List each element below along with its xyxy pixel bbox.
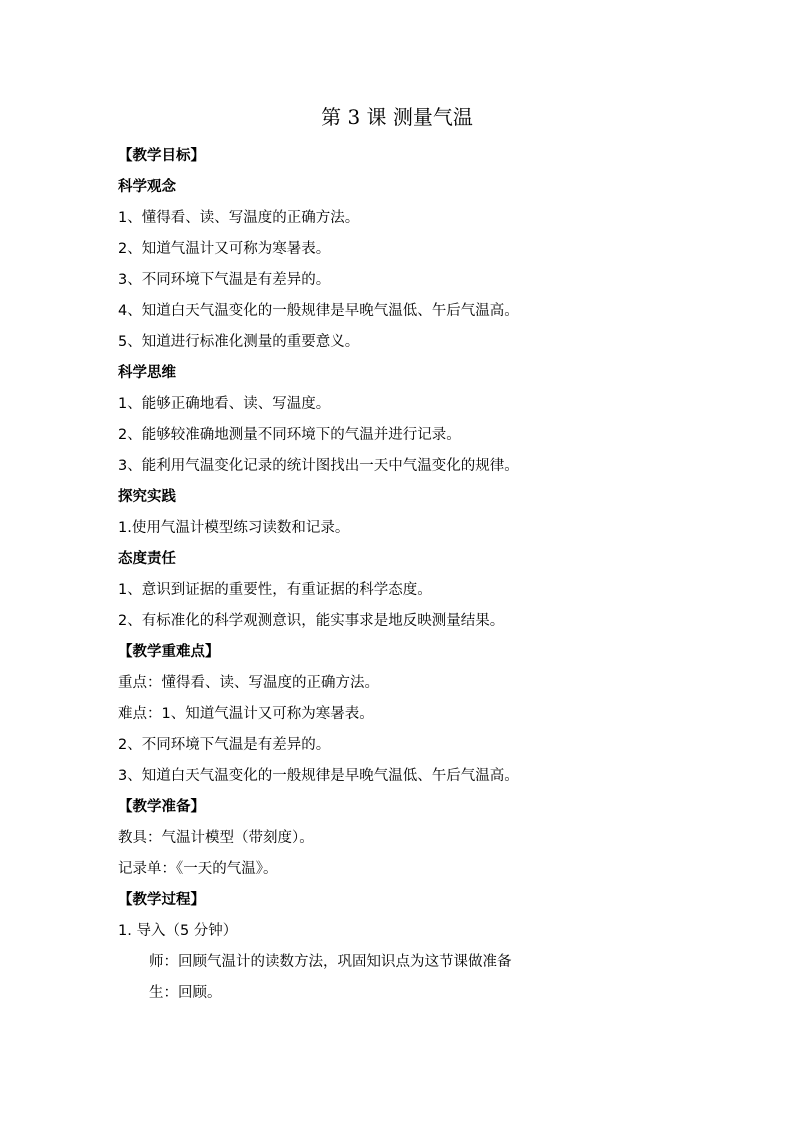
text-line: 3、不同环境下气温是有差异的。 [118, 272, 331, 288]
lesson-title: 第 3 课 测量气温 [321, 105, 473, 129]
text-line: 1.使用气温计模型练习读数和记录。 [118, 520, 350, 536]
text-line: 1、懂得看、读、写温度的正确方法。 [118, 210, 360, 226]
section-heading: 【教学准备】 [118, 799, 205, 815]
text-line: 2、不同环境下气温是有差异的。 [118, 737, 331, 753]
lesson-content [118, 141, 678, 1009]
text-line: 2、知道气温计又可称为寒暑表。 [118, 241, 331, 257]
text-line: 重点：懂得看、读、写温度的正确方法。 [118, 675, 379, 691]
text-line: 2、有标准化的科学观测意识，能实事求是地反映测量结果。 [118, 613, 505, 629]
section-heading: 探究实践 [118, 489, 176, 505]
section-heading: 【教学过程】 [118, 892, 205, 908]
text-line: 2、能够较准确地测量不同环境下的气温并进行记录。 [118, 427, 461, 443]
section-heading: 【教学目标】 [118, 148, 205, 164]
text-line: 4、知道白天气温变化的一般规律是早晚气温低、午后气温高。 [118, 303, 519, 319]
text-line: 生：回顾。 [149, 985, 222, 1001]
text-line: 难点：1、知道气温计又可称为寒暑表。 [118, 706, 374, 722]
text-line: 师：回顾气温计的读数方法，巩固知识点为这节课做准备 [149, 954, 512, 970]
text-line: 教具：气温计模型（带刻度）。 [118, 830, 314, 846]
text-line: 记录单：《一天的气温》。 [118, 861, 278, 877]
text-line: 1、意识到证据的重要性，有重证据的科学态度。 [118, 582, 432, 598]
section-heading: 态度责任 [118, 551, 176, 567]
section-heading: 科学思维 [118, 365, 176, 381]
text-line: 3、能利用气温变化记录的统计图找出一天中气温变化的规律。 [118, 458, 519, 474]
section-heading: 【教学重难点】 [118, 644, 220, 660]
text-line: 1、能够正确地看、读、写温度。 [118, 396, 331, 412]
text-line: 5、知道进行标准化测量的重要意义。 [118, 334, 360, 350]
section-heading: 科学观念 [118, 179, 176, 195]
text-line: 1. 导入（5 分钟） [118, 923, 238, 939]
text-line: 3、知道白天气温变化的一般规律是早晚气温低、午后气温高。 [118, 768, 519, 784]
